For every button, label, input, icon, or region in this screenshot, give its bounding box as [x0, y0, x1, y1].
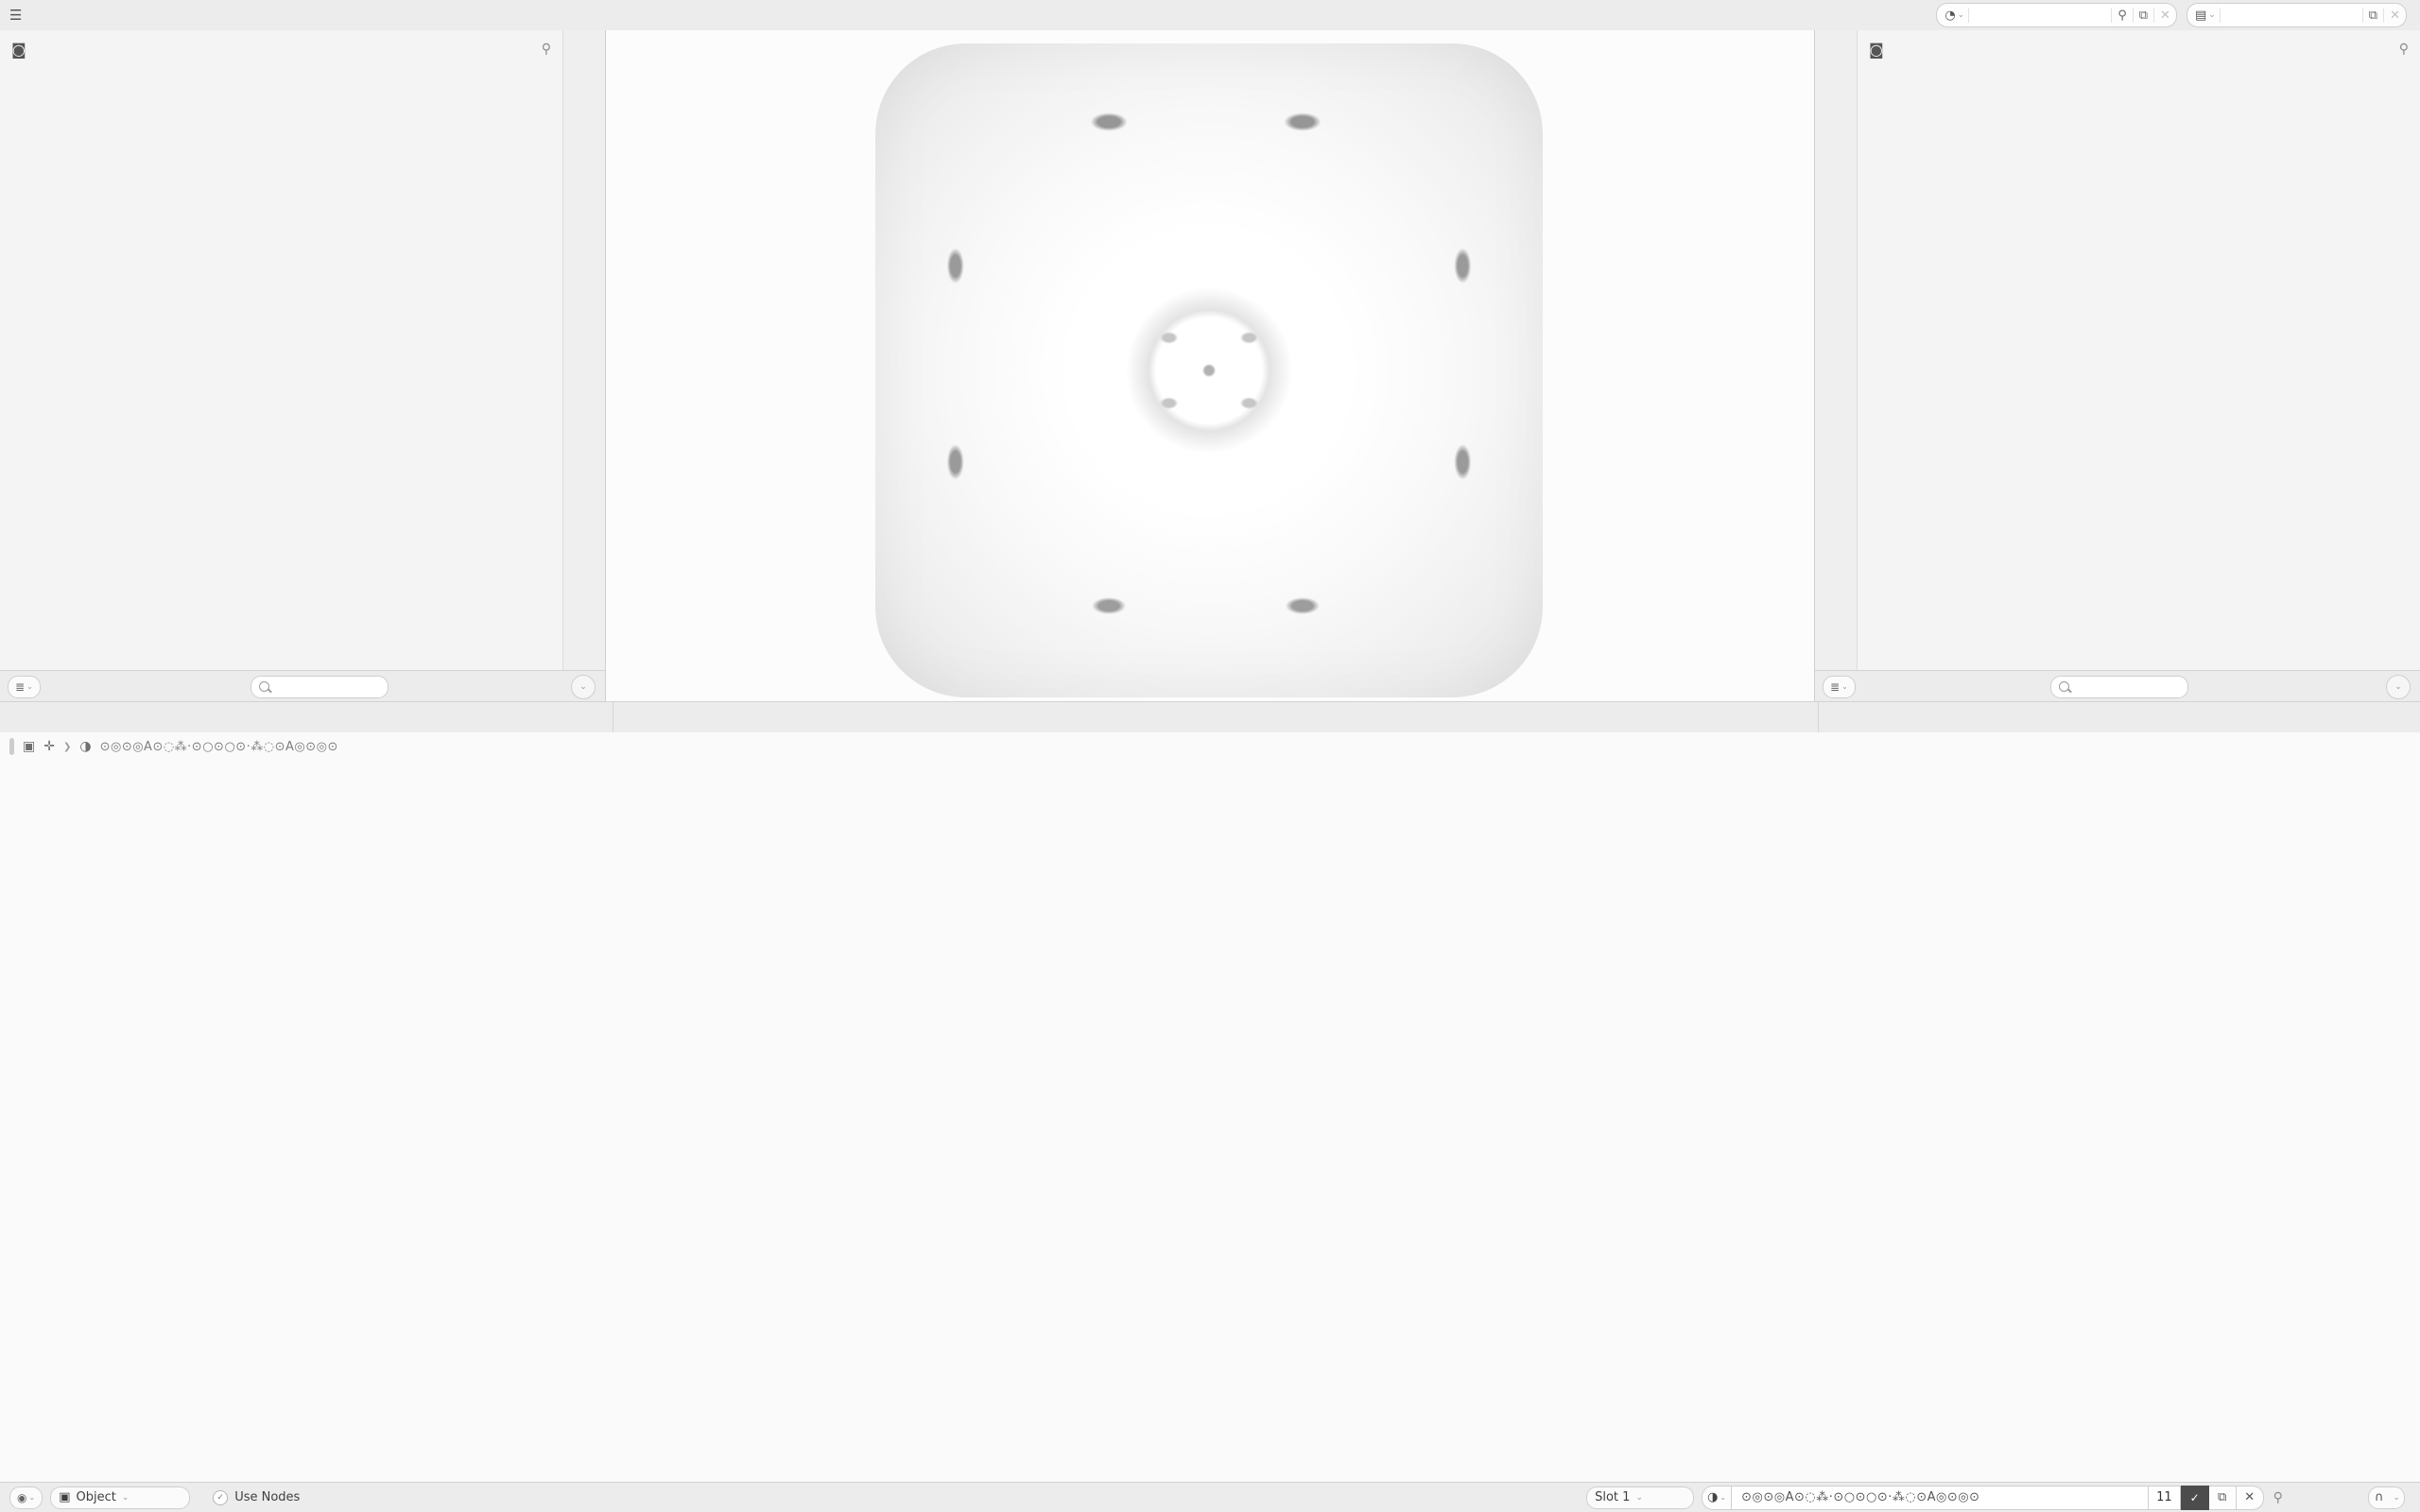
- rendered-object: [875, 43, 1543, 697]
- shader-node-editor[interactable]: [0, 732, 2420, 1482]
- pin-icon[interactable]: ⚲: [541, 42, 551, 57]
- scene-icon[interactable]: ◔ ⌄: [1937, 9, 1969, 23]
- search-input[interactable]: [251, 676, 389, 698]
- material-selector[interactable]: [1702, 1486, 2264, 1509]
- properties-tabstrip: [1815, 30, 1858, 702]
- options-dropdown[interactable]: ⌄: [2386, 675, 2411, 699]
- shader-type-dropdown[interactable]: ▣ Object ⌄: [50, 1486, 190, 1509]
- view-layer-name-field[interactable]: [2221, 4, 2362, 26]
- material-name-field[interactable]: ⊙◎⊙◎A⊙◌⁂·⊙○⊙○⊙·⁂◌⊙A◎⊙◎⊙: [1732, 1486, 2149, 1510]
- slot-dropdown[interactable]: Slot 1 ⌄: [1586, 1486, 1694, 1509]
- checkbox-icon: ✓: [213, 1490, 228, 1505]
- topbar: [0, 0, 2420, 31]
- close-icon[interactable]: ✕: [2383, 9, 2406, 23]
- properties-panel-right: [1814, 30, 2420, 702]
- chevron-down-icon[interactable]: ⌄: [2393, 1492, 2400, 1503]
- properties-header: [1858, 34, 2420, 64]
- object-icon: ▣: [59, 1490, 71, 1504]
- chevron-down-icon: ⌄: [1635, 1492, 1643, 1503]
- editor-type-button[interactable]: ◉ ⌄: [9, 1486, 43, 1509]
- pin-icon[interactable]: ⚲: [2273, 1489, 2283, 1505]
- properties-content: [1858, 30, 2420, 702]
- material-name: ⊙◎⊙◎A⊙◌⁂·⊙○⊙○⊙·⁂◌⊙A◎⊙◎⊙: [99, 739, 338, 754]
- properties-header: [0, 34, 562, 64]
- search-input[interactable]: [2050, 676, 2188, 698]
- properties-tabstrip: [562, 30, 605, 702]
- chevron-down-icon: ⌄: [121, 1492, 130, 1503]
- editor-type-button[interactable]: ≣ ⌄: [1823, 676, 1856, 698]
- close-icon[interactable]: ✕: [2237, 1486, 2264, 1510]
- magnet-icon[interactable]: ∩: [2374, 1490, 2384, 1504]
- scrollbar-nub[interactable]: [9, 738, 14, 755]
- copy-icon[interactable]: ⧉: [2133, 9, 2153, 23]
- render-properties-icon: ◙: [1869, 40, 1884, 59]
- chevron-right-icon: ❯: [62, 741, 72, 752]
- material-icon: ◑: [79, 739, 92, 754]
- right-footer-spacer: [1819, 702, 2420, 733]
- search-icon: [259, 681, 269, 692]
- viewport-3d[interactable]: [606, 30, 1814, 702]
- editor-type-button[interactable]: ≣ ⌄: [8, 676, 41, 698]
- properties-footer: [1815, 670, 2420, 702]
- fake-user-shield-icon[interactable]: ✓: [2181, 1486, 2209, 1510]
- users-count[interactable]: 11: [2149, 1486, 2181, 1510]
- render-properties-icon: ◙: [11, 40, 26, 59]
- use-nodes-toggle[interactable]: ✓ Use Nodes: [213, 1490, 300, 1505]
- menu-icon[interactable]: ☰: [9, 7, 23, 24]
- pin-icon[interactable]: ⚲: [2111, 9, 2133, 23]
- viewport-header: [613, 702, 1819, 733]
- object-icon: ▣: [23, 739, 36, 754]
- pin-icon[interactable]: ⚲: [2398, 42, 2409, 57]
- scene-selector[interactable]: [1936, 3, 2177, 27]
- view-layer-selector[interactable]: [2187, 3, 2407, 27]
- node-wires: [0, 732, 2420, 1482]
- left-footer-spacer: [0, 702, 613, 733]
- node-editor-header: [0, 1482, 2420, 1512]
- properties-content: [0, 30, 562, 702]
- move-icon: ✛: [43, 739, 55, 754]
- scene-name-field[interactable]: [1969, 4, 2111, 26]
- breadcrumb: [9, 738, 338, 755]
- copy-icon[interactable]: ⧉: [2362, 9, 2383, 23]
- snapping-controls[interactable]: [2368, 1486, 2405, 1509]
- options-dropdown[interactable]: ⌄: [571, 675, 596, 699]
- view-layer-icon[interactable]: ▤ ⌄: [2187, 9, 2221, 23]
- node-canvas[interactable]: [0, 732, 2420, 1482]
- topbar-datablocks: [1936, 3, 2407, 27]
- properties-footer: [0, 670, 605, 702]
- close-icon[interactable]: ✕: [2153, 9, 2176, 23]
- material-icon[interactable]: ◑ ⌄: [1702, 1486, 1732, 1510]
- viewport-header-strip: [0, 701, 2420, 733]
- copy-icon[interactable]: ⧉: [2209, 1486, 2237, 1510]
- properties-panel-left: [0, 30, 606, 702]
- main-region: [0, 30, 2420, 702]
- search-icon: [2059, 681, 2069, 692]
